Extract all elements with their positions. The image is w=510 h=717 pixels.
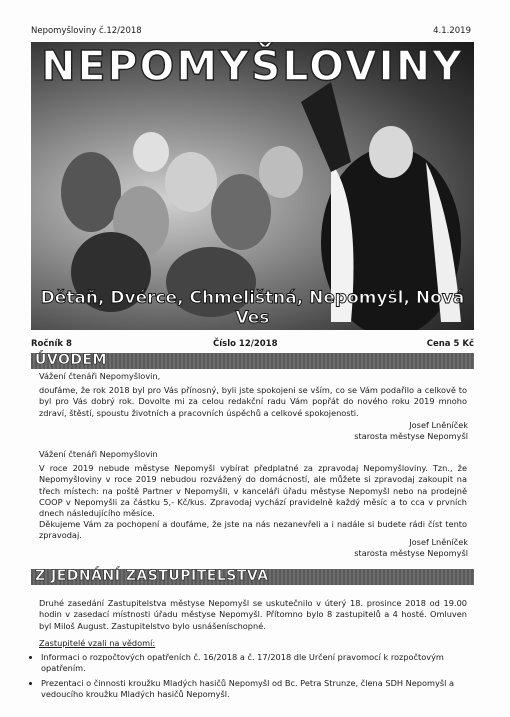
number-label: Číslo 12/2018 [213, 339, 278, 349]
signature-role: starosta městyse Nepomyšl [354, 548, 468, 558]
issue-label: Nepomyšloviny č.12/2018 [31, 26, 142, 36]
issue-date: 4.1.2019 [433, 26, 471, 36]
signature-role: starosta městyse Nepomyšl [354, 431, 468, 441]
meeting-paragraph: Druhé zasedání Zastupitelstva městyse Nepomyšl se uskutečnilo v úterý 18. prosince 2018 od 19.00 hodin v zasedací místnosti úřadu městyse Nepomyšl. Přítomno bylo 8 zastupitelů a 4 hosté. Omluven byl Miloš August. Zastupitelstvo bylo usnášeníschopné. [39, 598, 467, 631]
price-label: Cena 5 Kč [426, 339, 474, 349]
thanks-paragraph: Děkujeme Vám za pochopení a doufáme, že jste na nás nezanevřeli a i nadále si budete rádi číst tento zpravodaj. [39, 519, 467, 541]
cover-photo [31, 42, 474, 330]
volume-label: Ročník 8 [31, 339, 72, 349]
section-bar-uvodem [31, 353, 474, 369]
subscription-paragraph: V roce 2019 nebude městyse Nepomyšl vybírat předplatné za zpravodaj Nepomyšloviny. Tzn., že Nepomyšloviny v roce 2019 nebudou rozvážený do domácností, ale můžete si zpravodaj zakoupit na třech místech: na poště Partner v Nepomyšli, v kanceláři úřadu městyse Nepomyšl nebo na prodejně COOP v Nepomyšli za částku 5,- Kč/kus. Zpravodaj vychází pravidelně každý měsíc a to cca v prvních dnech následujícího měsíce. [39, 463, 467, 519]
intro-paragraph: doufáme, že rok 2018 byl pro Vás přínosný, byli jste spokojeni se vším, co se Vám podařilo a celkově to byl pro Vás dobrý rok. Dovolte mi za celou redakční radu Vám popřát do nového roku 2019 mnoho zdraví, štěstí, spoustu životních a pracovních úspěchů a celkové spokojenosti. [39, 385, 467, 418]
section-title: Z JEDNÁNÍ ZASTUPITELSTVA [35, 568, 269, 584]
villages-caption: Dětaň, Dvérce, Chmelištná, Nepomyšl, Nová Ves [40, 288, 465, 328]
section-title: ÚVODEM [35, 352, 107, 368]
signature-name: Josef Lněníček [409, 420, 468, 430]
list-item: • Informaci o rozpočtových opatřeních č. 16/2018 a č. 17/2018 dle Určení pravomocí k rozpočtovým opatřením. [41, 652, 481, 675]
section-bar-zastupitelstvo [31, 569, 474, 585]
subheading: Zastupitelé vzali na vědomí: [39, 638, 156, 648]
signature-name: Josef Lněníček [409, 537, 468, 547]
list-item: • Prezentaci o činnosti kroužku Mladých hasičů Nepomyšl od Bc. Petra Strunze, člena SDH Nepomyšl a vedoucího kroužku Mladých hasičů Nepomyšl. [41, 678, 481, 701]
resolution-list [27, 652, 481, 703]
greeting-text: Vážení čtenáři Nepomyšlovin, [39, 371, 161, 381]
masthead-title: NEPOMYŠLOVINY [41, 42, 464, 90]
greeting-text: Vážení čtenáři Nepomyšlovin [39, 449, 158, 459]
